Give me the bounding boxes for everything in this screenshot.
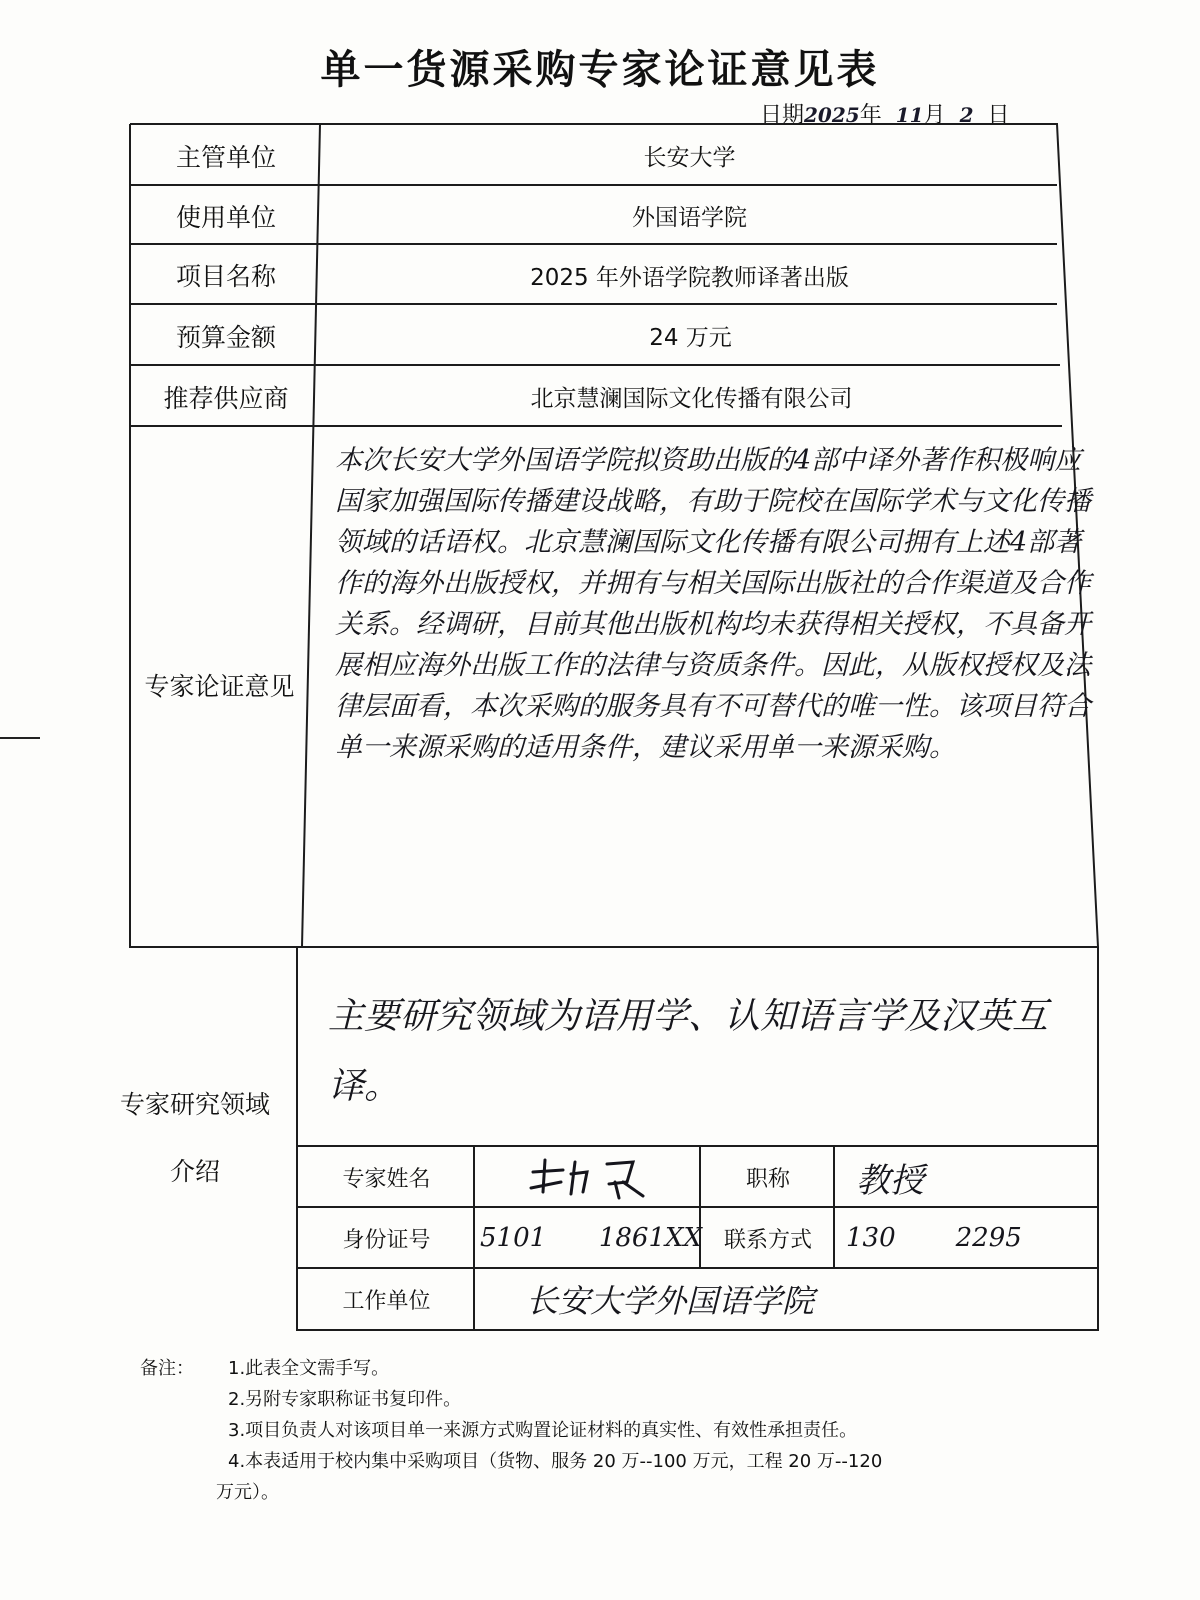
expert-id-end: 1861XX: [598, 1223, 702, 1253]
date-year: 2025: [804, 103, 860, 127]
note-item: 万元）。: [216, 1482, 279, 1503]
row-label-project-name: 项目名称: [175, 262, 276, 291]
row-label-using-unit: 使用单位: [175, 202, 276, 232]
expert-contact-end: 2295: [955, 1223, 1022, 1253]
expert-id-value: [480, 1209, 702, 1267]
handwritten-signature-image: [523, 1152, 653, 1202]
expert-contact-label: 联系方式: [723, 1227, 812, 1253]
expert-work-unit-label: 工作单位: [342, 1288, 431, 1314]
expert-contact-start: 130: [846, 1223, 896, 1253]
expert-id-label: 身份证号: [342, 1227, 431, 1253]
note-item: 4.本表适用于校内集中采购项目（货物、服务 20 万--100 万元，工程 20 万--120: [228, 1451, 883, 1472]
date-label: 日期: [760, 103, 805, 128]
expert-opinion-text: 本次长安大学外国语学院拟资助出版的4部中译外著作积极响应国家加强国际传播建设战略，有助于院校在国际学术与文化传播领域的话语权。北京慧澜国际文化传播有限公司拥有上述4部著作的海外出版授权，并拥有与相关国际出版社的合作渠道及合作关系。经调研，目前其他出版机构均未获得相关授权，不具备开展相应海外出版工作的法律与资质条件。因此，从版权授权及法律层面看，本次采购的服务具有不可替代的唯一性。该项目符合单一来源采购的适用条件，建议采用单一来源采购。: [335, 445, 1091, 763]
expert-name-label: 专家姓名: [342, 1166, 431, 1192]
expert-research-text: 主要研究领域为语用学、认知语言学及汉英互译。: [328, 996, 1049, 1107]
note-item: 3.项目负责人对该项目单一来源方式购置论证材料的真实性、有效性承担责任。: [228, 1420, 858, 1441]
note-item: 2.另附专家职称证书复印件。: [228, 1389, 462, 1410]
expert-id-start: 5101: [480, 1223, 547, 1253]
date-month-suffix: 月: [923, 103, 946, 128]
expert-research-label: 专家研究领域: [119, 1090, 270, 1119]
row-label-recommended-supplier: 推荐供应商: [163, 383, 289, 413]
row-label-supervising-unit: 主管单位: [175, 142, 276, 172]
date-month: 11: [895, 103, 924, 127]
row-value-recommended-supplier: 北京慧澜国际文化传播有限公司: [530, 386, 853, 412]
expert-contact-value: [846, 1209, 1098, 1267]
expert-work-unit-value: 长安大学外国语学院: [526, 1282, 815, 1320]
notes-heading: 备注：: [140, 1358, 194, 1379]
form-date: [760, 98, 1010, 129]
expert-title-label: 职称: [745, 1166, 790, 1192]
date-year-suffix: 年: [859, 103, 882, 128]
row-value-supervising-unit: 长安大学: [643, 145, 736, 171]
date-day-suffix: 日: [987, 103, 1010, 128]
note-item: 1.此表全文需手写。: [228, 1358, 390, 1379]
expert-research-label-line2: 介绍: [169, 1157, 220, 1186]
form-title: 单一货源采购专家论证意见表: [320, 47, 880, 93]
expert-opinion-label: 专家论证意见: [144, 672, 295, 701]
row-value-budget: 24 万元: [649, 325, 732, 351]
row-value-using-unit: 外国语学院: [632, 205, 747, 231]
expert-signature: [476, 1148, 700, 1206]
expert-title-value: 教授: [856, 1160, 924, 1201]
row-value-project-name: 2025 年外语学院教师译著出版: [530, 264, 849, 291]
date-day: 2: [959, 103, 974, 127]
row-label-budget: 预算金额: [175, 322, 276, 352]
